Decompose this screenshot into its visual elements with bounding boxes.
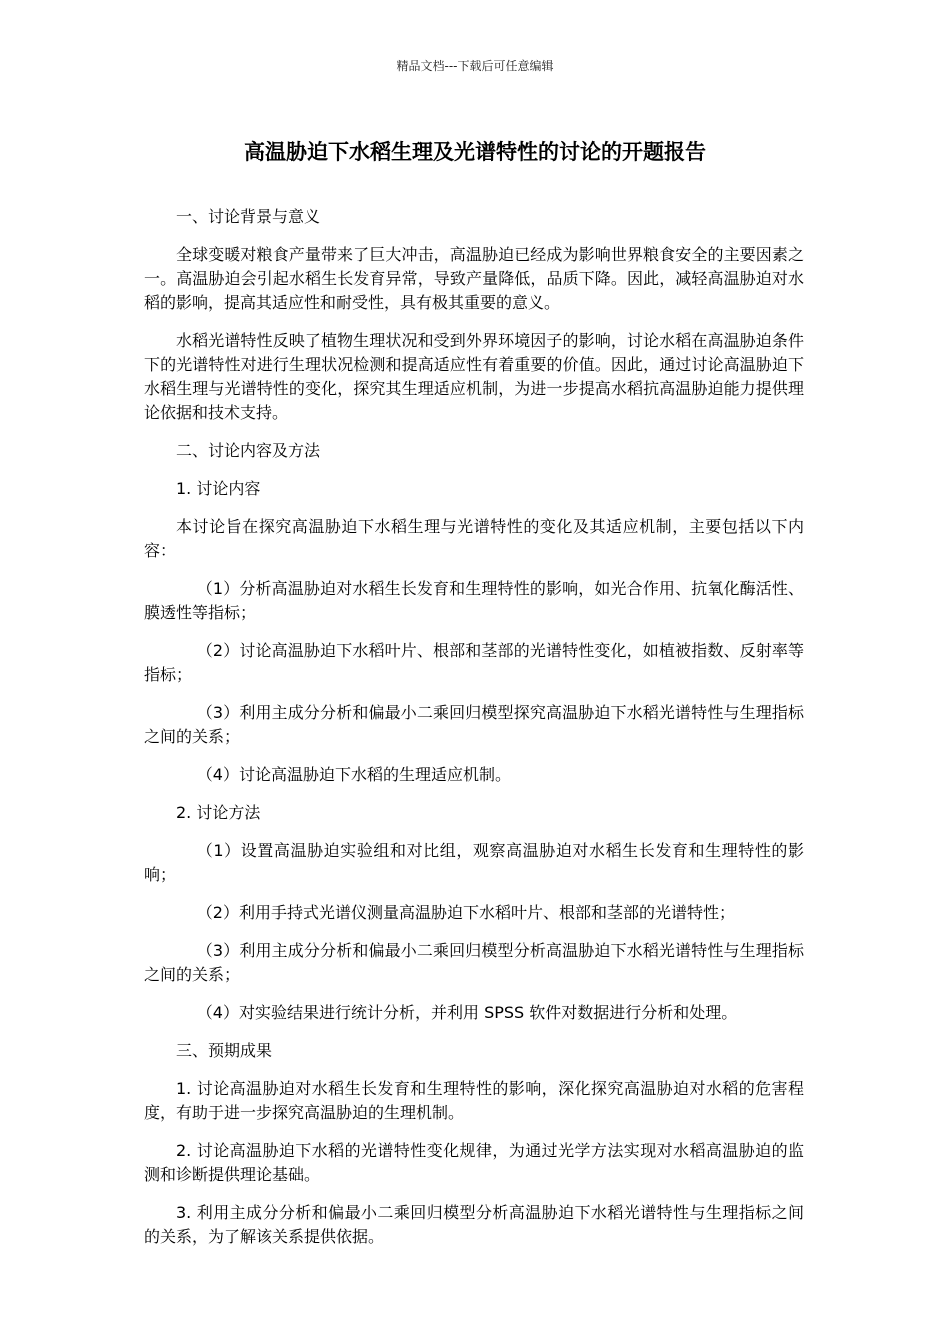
- subsection-heading-methods: 2. 讨论方法: [176, 803, 261, 822]
- paragraph-background-1: 全球变暖对粮食产量带来了巨大冲击，高温胁迫已经成为影响世界粮食安全的主要因素之一。高温胁迫会引起水稻生长发育异常，导致产量降低，品质下降。因此，减轻高温胁迫对水稻的影响，提高其适应性和耐受性，具有极其重要的意义。: [144, 245, 804, 312]
- paragraph-content-intro: 本讨论旨在探究高温胁迫下水稻生理与光谱特性的变化及其适应机制，主要包括以下内容：: [144, 517, 804, 560]
- section-heading-outcomes: 三、预期成果: [176, 1041, 273, 1060]
- document-title: 高温胁迫下水稻生理及光谱特性的讨论的开题报告: [244, 140, 706, 164]
- document-body: [144, 205, 804, 1263]
- page-header: 精品文档---下载后可任意编辑: [396, 59, 554, 73]
- list-item-content-3: （3）利用主成分分析和偏最小二乘回归模型探究高温胁迫下水稻光谱特性与生理指标之间的关系；: [144, 703, 804, 746]
- paragraph-outcome-2: 2. 讨论高温胁迫下水稻的光谱特性变化规律，为通过光学方法实现对水稻高温胁迫的监测和诊断提供理论基础。: [144, 1141, 804, 1184]
- paragraph-outcome-3: 3. 利用主成分分析和偏最小二乘回归模型分析高温胁迫下水稻光谱特性与生理指标之间的关系，为了解该关系提供依据。: [144, 1203, 804, 1246]
- paragraph-outcome-1: 1. 讨论高温胁迫对水稻生长发育和生理特性的影响，深化探究高温胁迫对水稻的危害程度，有助于进一步探究高温胁迫的生理机制。: [144, 1079, 804, 1122]
- list-item-content-2: （2）讨论高温胁迫下水稻叶片、根部和茎部的光谱特性变化，如植被指数、反射率等指标；: [144, 641, 804, 684]
- list-item-method-1: （1）设置高温胁迫实验组和对比组，观察高温胁迫对水稻生长发育和生理特性的影响；: [144, 841, 804, 884]
- section-heading-background: 一、讨论背景与意义: [176, 207, 321, 226]
- subsection-heading-content: 1. 讨论内容: [176, 479, 261, 498]
- list-item-content-1: （1）分析高温胁迫对水稻生长发育和生理特性的影响，如光合作用、抗氧化酶活性、膜透性等指标；: [144, 579, 804, 622]
- list-item-method-4: （4）对实验结果进行统计分析，并利用 SPSS 软件对数据进行分析和处理。: [196, 1003, 738, 1022]
- list-item-content-4: （4）讨论高温胁迫下水稻的生理适应机制。: [196, 765, 511, 784]
- list-item-method-2: （2）利用手持式光谱仪测量高温胁迫下水稻叶片、根部和茎部的光谱特性；: [196, 903, 735, 922]
- section-heading-content-methods: 二、讨论内容及方法: [176, 441, 321, 460]
- paragraph-background-2: 水稻光谱特性反映了植物生理状况和受到外界环境因子的影响，讨论水稻在高温胁迫条件下的光谱特性对进行生理状况检测和提高适应性有着重要的价值。因此，通过讨论高温胁迫下水稻生理与光谱特性的变化，探究其生理适应机制，为进一步提高水稻抗高温胁迫能力提供理论依据和技术支持。: [144, 331, 804, 422]
- list-item-method-3: （3）利用主成分分析和偏最小二乘回归模型分析高温胁迫下水稻光谱特性与生理指标之间的关系；: [144, 941, 804, 984]
